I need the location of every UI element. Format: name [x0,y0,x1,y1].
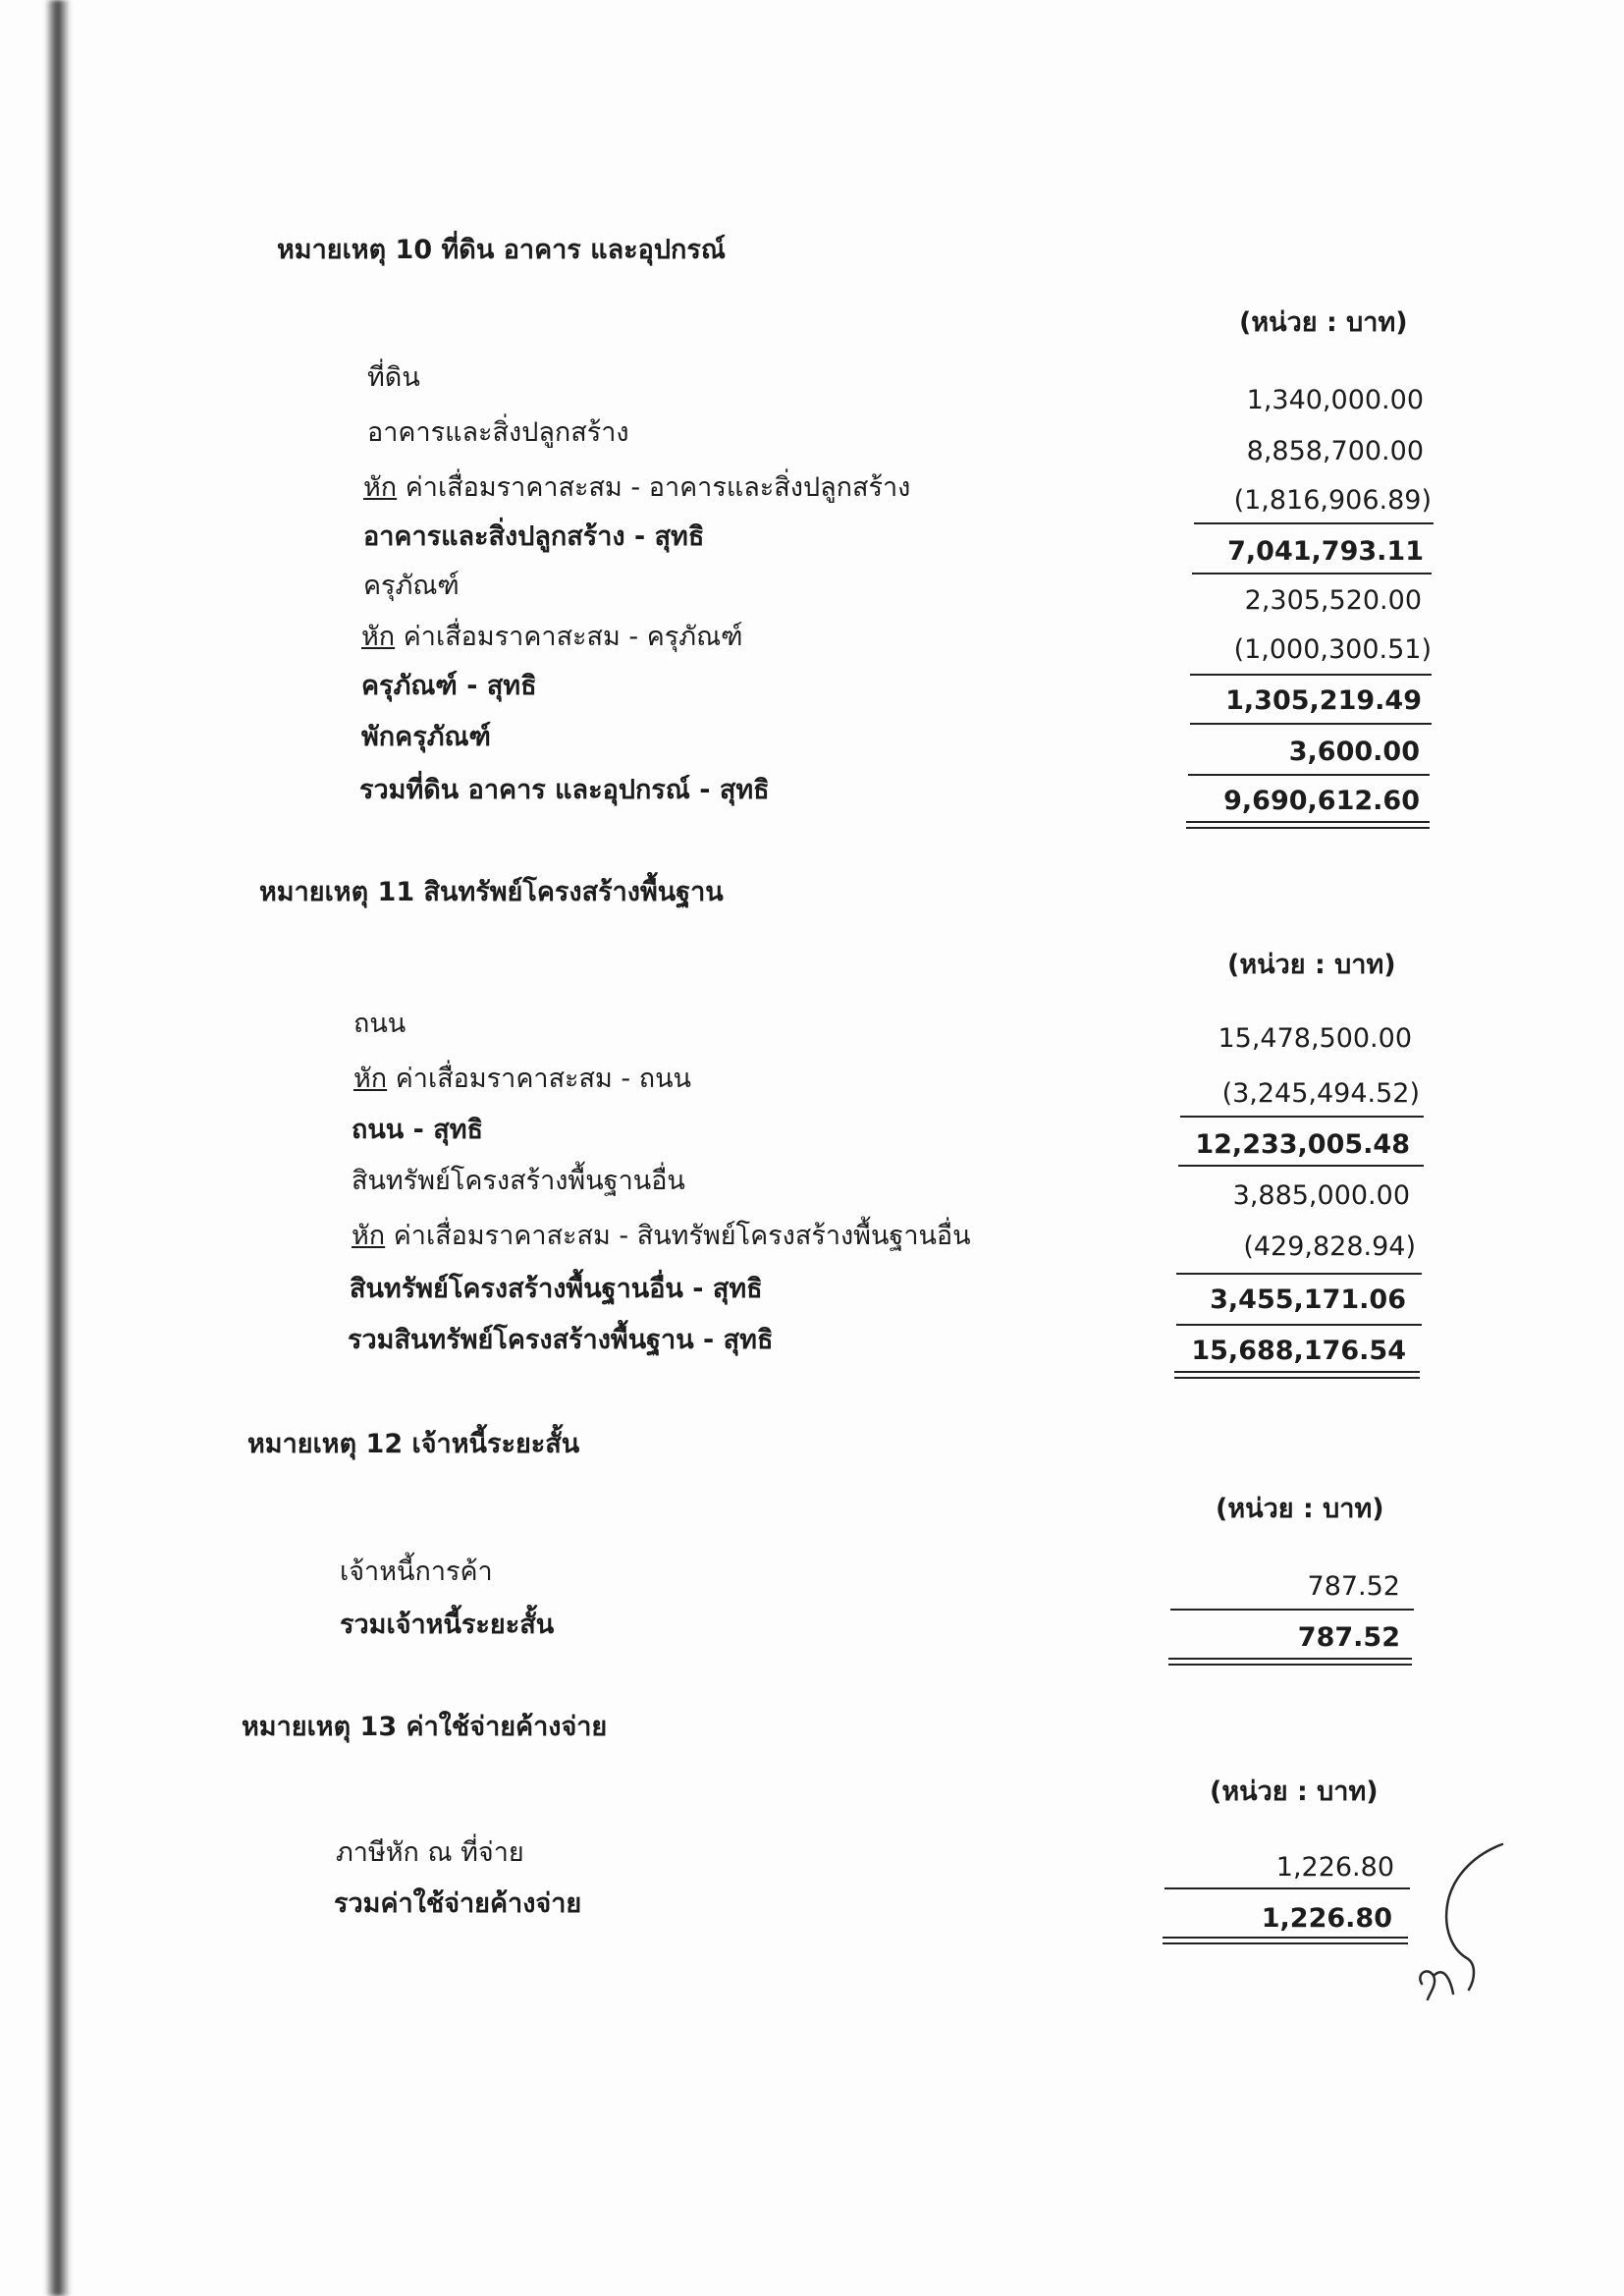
note-11-title: หมายเหตุ 11 สินทรัพย์โครงสร้างพื้นฐาน [259,877,724,907]
note-13-title: หมายเหตุ 13 ค่าใช้จ่ายค้างจ่าย [242,1712,608,1742]
note-10-row: พักครุภัณฑ์ 3,600.00 [361,722,1420,767]
note-10-row: หัก ค่าเสื่อมราคาสะสม - อาคารและสิ่งปลูกสร้าง (1,816,906.89) [363,472,1432,516]
note-13-row: ภาษีหัก ณ ที่จ่าย 1,226.80 [336,1837,1394,1883]
note-10-row: ครุภัณฑ์ 2,305,520.00 [363,571,1422,616]
note-11-row: สินทรัพย์โครงสร้างพื้นฐานอื่น 3,885,000.00 [352,1166,1410,1211]
note-11-unit: (หน่วย : บาท) [1227,950,1396,980]
note-10-row: อาคารและสิ่งปลูกสร้าง 8,858,700.00 [367,417,1424,466]
note-11-row: ถนน 15,478,500.00 [353,1009,1412,1054]
note-13-row: รวมค่าใช้จ่ายค้างจ่าย 1,226.80 [334,1888,1392,1934]
note-10-title: หมายเหตุ 10 ที่ดิน อาคาร และอุปกรณ์ [277,235,726,265]
note-11-row: สินทรัพย์โครงสร้างพื้นฐานอื่น - สุทธิ 3,455,171.06 [350,1274,1406,1315]
note-12-title: หมายเหตุ 12 เจ้าหนี้ระยะสั้น [247,1429,580,1459]
note-10-row: อาคารและสิ่งปลูกสร้าง - สุทธิ 7,041,793.11 [363,521,1424,567]
note-11-row: หัก ค่าเสื่อมราคาสะสม - ถนน (3,245,494.52) [353,1064,1420,1109]
note-10-row: ที่ดิน 1,340,000.00 [367,362,1424,415]
note-12-unit: (หน่วย : บาท) [1216,1494,1384,1524]
note-12-row: เจ้าหนี้การค้า 787.52 [340,1557,1400,1602]
total-double-line [1174,1371,1420,1379]
note-10-row: รวมที่ดิน อาคาร และอุปกรณ์ - สุทธิ 9,690,612.60 [359,775,1420,816]
note-13-unit: (หน่วย : บาท) [1210,1777,1379,1807]
note-10-unit: (หน่วย : บาท) [1239,307,1408,338]
note-11-row: ถนน - สุทธิ 12,233,005.48 [352,1115,1410,1160]
note-11-row: รวมสินทรัพย์โครงสร้างพื้นฐาน - สุทธิ 15,688,176.54 [348,1325,1406,1366]
note-11-row: หัก ค่าเสื่อมราคาสะสม - สินทรัพย์โครงสร้างพื้นฐานอื่น (429,828.94) [352,1221,1416,1262]
note-12-row: รวมเจ้าหนี้ระยะสั้น 787.52 [340,1610,1400,1653]
note-10-row: ครุภัณฑ์ - สุทธิ 1,305,219.49 [361,671,1422,716]
total-double-line [1163,1937,1408,1944]
total-double-line [1168,1658,1412,1666]
note-10-row: หัก ค่าเสื่อมราคาสะสม - ครุภัณฑ์ (1,000,300.51) [361,622,1432,665]
total-double-line [1186,821,1430,829]
handwritten-signature [1394,1836,1512,2013]
